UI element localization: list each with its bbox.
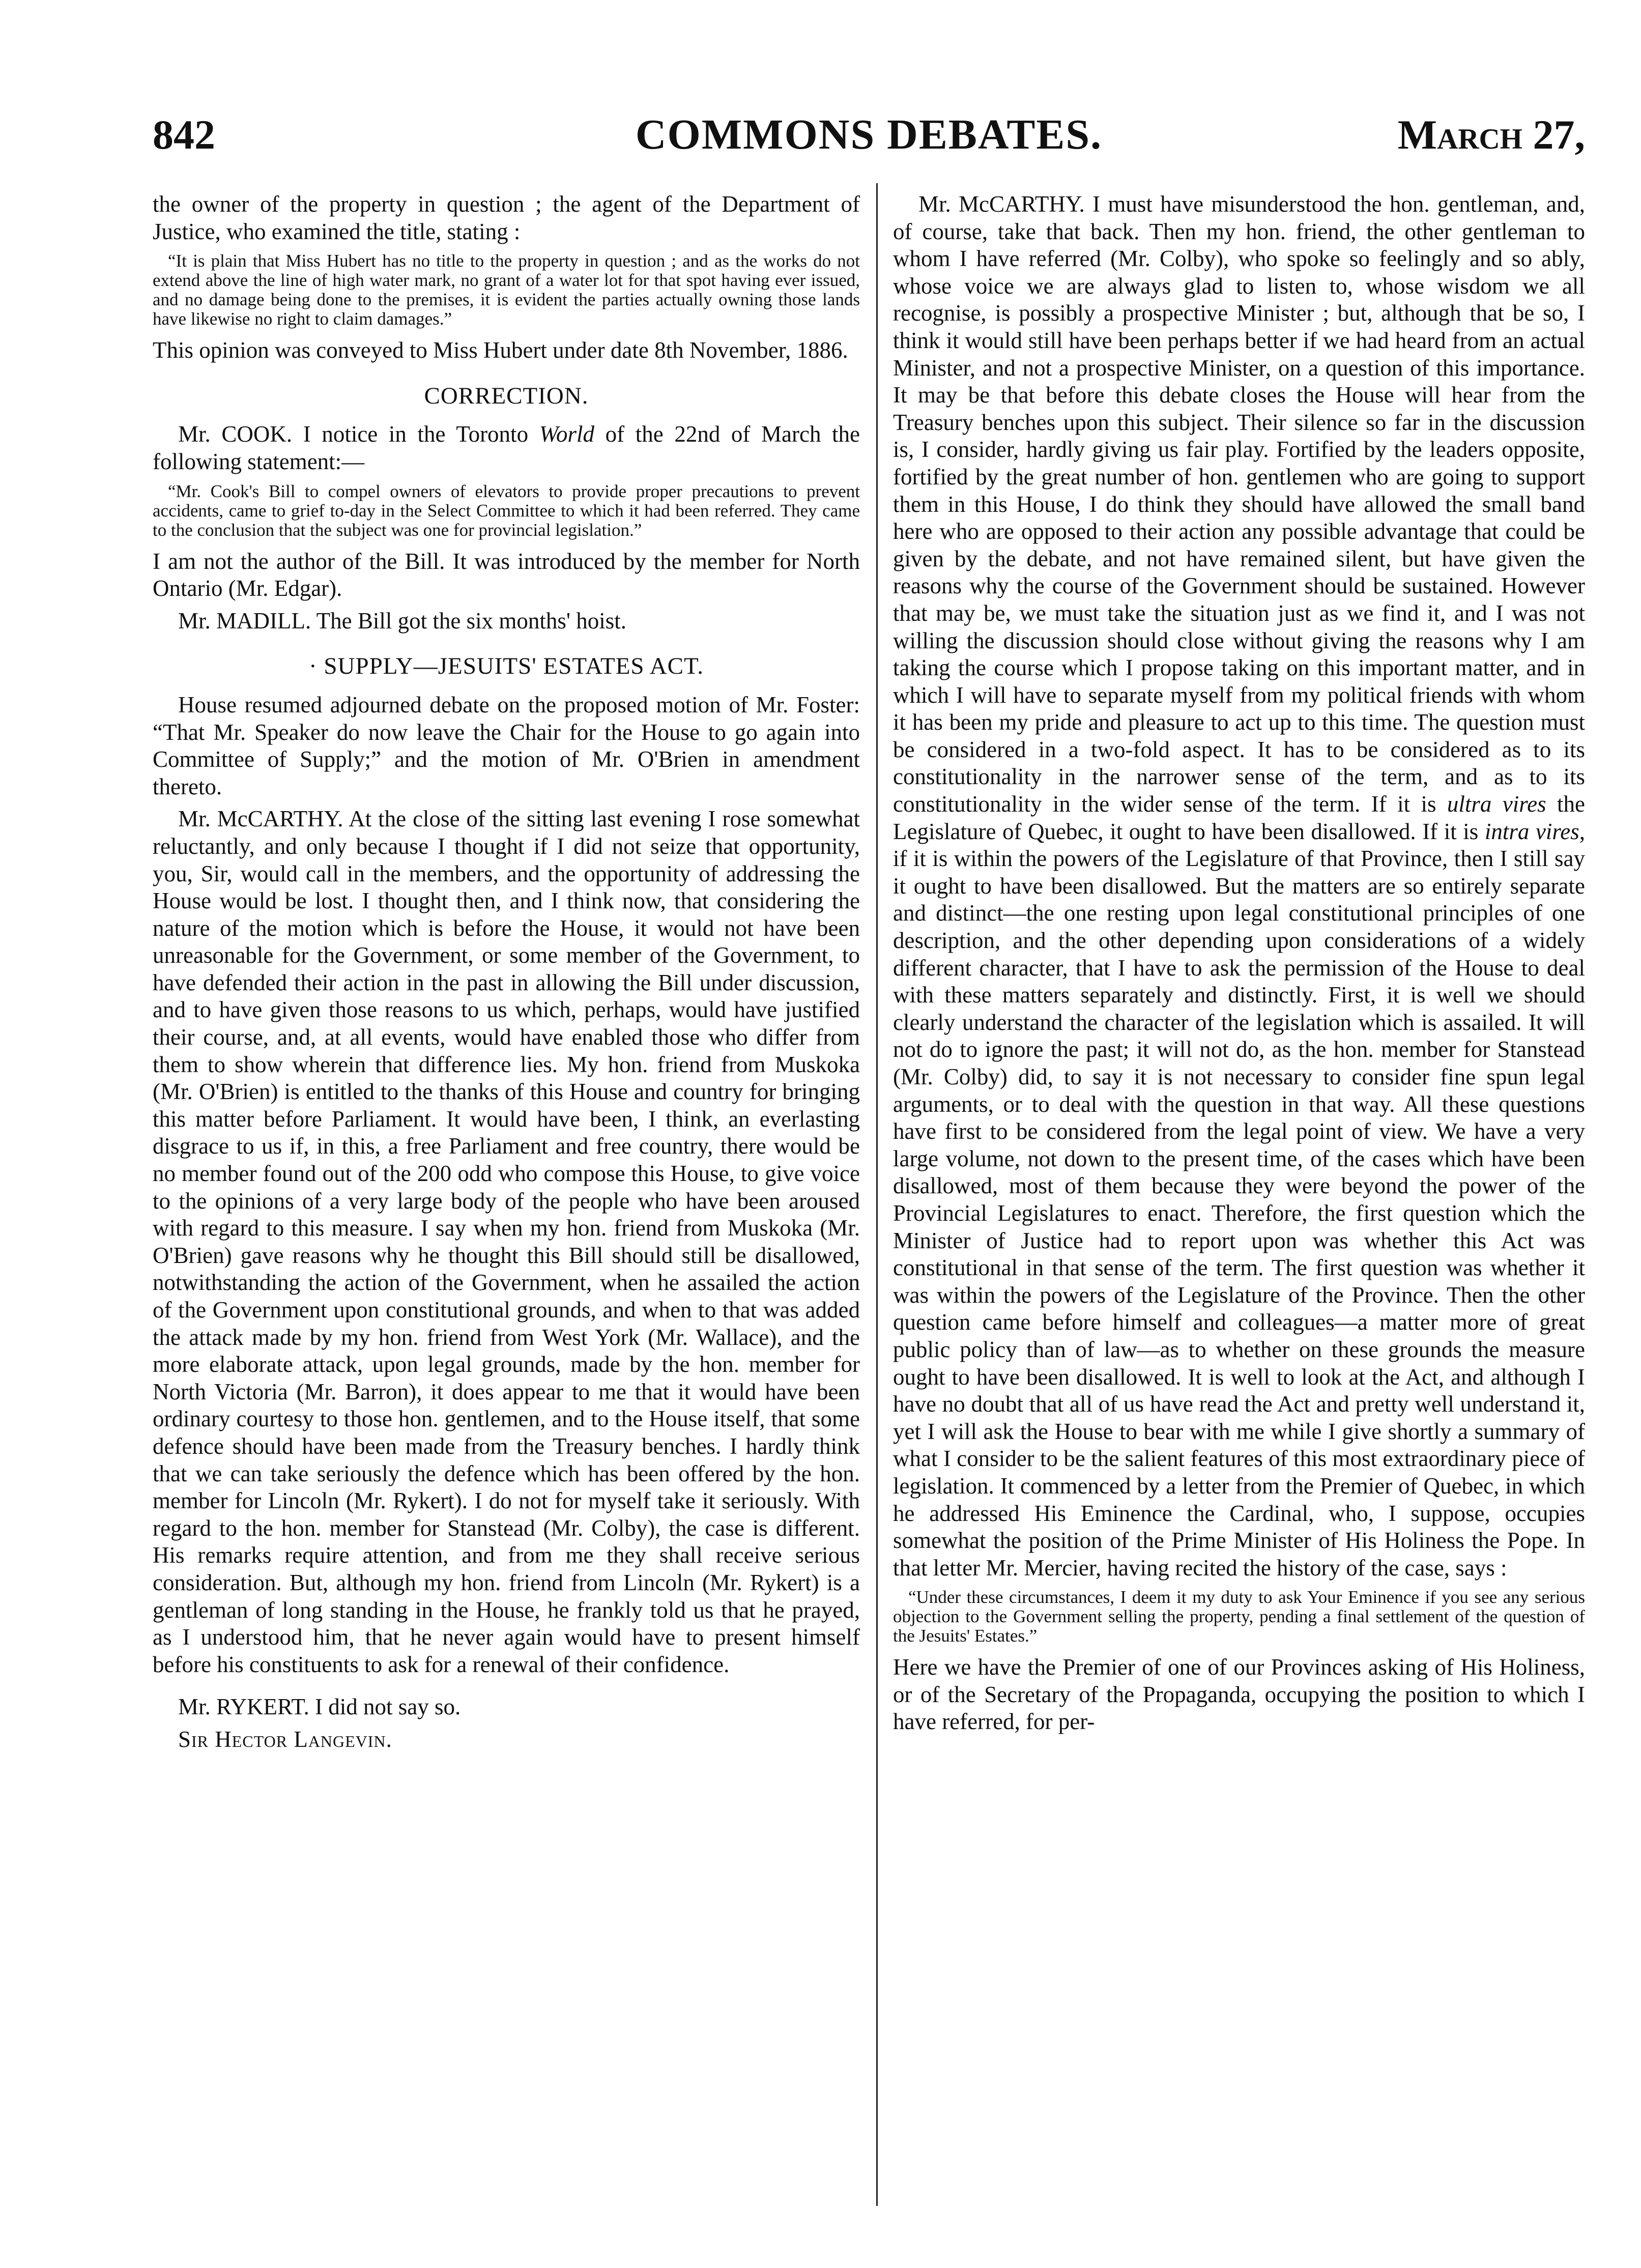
column-divider (876, 183, 878, 2206)
latin-term: ultra vires (1447, 791, 1546, 817)
speaker-name: Mr. McCARTHY. (918, 191, 1085, 217)
speech-rykert: Mr. RYKERT. I did not say so. (178, 1694, 461, 1720)
left-column (153, 191, 860, 2206)
paragraph: Here we have the Premier of one of our Provinces asking of His Holiness, or of the Secretary of the Propaganda, occupying the position to which I have referred, for per- (893, 1654, 1585, 1735)
speaker-name: Mr. RYKERT. (178, 1694, 309, 1720)
section-heading-supply: · SUPPLY—JESUITS' ESTATES ACT. (308, 653, 704, 680)
speaker-name: Mr. McCARTHY. (178, 806, 343, 832)
speaker-name: Mr. COOK. (178, 421, 293, 447)
quotation: “Mr. Cook's Bill to compel owners of elevators to provide proper precautions to prevent accidents, came to grief to-day in the Select Committee to which it had been referred. They came to the conclusion that the subject was one for provincial legislation.” (153, 481, 860, 540)
paragraph: I am not the author of the Bill. It was introduced by the member for North Ontario (Mr. Edgar). (153, 548, 860, 601)
latin-term: intra vires, (1484, 818, 1585, 844)
speaker-name: Mr. MADILL. (178, 608, 311, 634)
page-title: COMMONS DEBATES. (635, 111, 1103, 158)
speaker-langevin: Sir Hector Langevin. (178, 1726, 392, 1752)
paragraph: This opinion was conveyed to Miss Hubert under date 8th November, 1886. (153, 337, 848, 363)
page-header (153, 104, 1585, 170)
newspaper-title: World (539, 421, 595, 447)
paragraph: House resumed adjourned debate on the proposed motion of Mr. Foster: “That Mr. Speaker do now leave the Chair for the House to go again into Committee of Supply;” and the motion of Mr. O'Brien in amendment thereto. (153, 692, 860, 799)
section-heading-correction: CORRECTION. (424, 382, 589, 409)
quotation: “It is plain that Miss Hubert has no title to the property in question ; and as the works do not extend above the line of high water mark, no grant of a water lot for that spot having ever issued, and no damage being done to the premises, it is evident the parties actually owning those lands have likewise no right to claim damages.” (153, 251, 860, 329)
speech-cook: Mr. COOK. I notice in the Toronto World of the 22nd of March the following statement:— (153, 421, 860, 474)
paragraph: the owner of the property in question ; the agent of the Department of Justice, who examined the title, stating : (153, 191, 860, 244)
speech-madill: Mr. MADILL. The Bill got the six months' hoist. (178, 608, 627, 634)
right-column (893, 191, 1585, 2206)
page-number: 842 (153, 111, 215, 158)
quotation: “Under these circumstances, I deem it my duty to ask Your Eminence if you see any serious objection to the Government selling the property, pending a final settlement of the question of the Jesuits' Estates.” (893, 1587, 1585, 1646)
page-date: March 27, (1397, 111, 1585, 158)
speech-mccarthy-continued: Mr. McCARTHY. I must have misunderstood the hon. gentleman, and, of course, take that back. Then my hon. friend, the other gentleman to whom I have referred (Mr. Colby), who spoke so feelingly and so ably, whose voice we are always glad to listen to, whose wisdom we all recognise, is possibly a prospective Minister ; but, although that be so, I think it would still have been perhaps better if we had heard from an actual Minister, and not a prospective Minister, on a question of this importance. It may be that before this debate closes the House will hear from the Treasury benches upon this subject. Their silence so far in the discussion is, I consider, hardly giving us fair play. Fortified by the leaders opposite, fortified by the great number of hon. gentlemen who are going to support them in this House, I do think they should have allowed the small band here who are opposed to their action any possible advantage that could be given by the debate, and not have remained silent, but have given the reasons why the course of the Government should be sustained. However that may be, we must take the situation just as we find it, and I was not willing the discussion should close without giving the reasons why I am taking the course which I propose taking on this important matter, and in which I will have to separate myself from my political friends with whom it has been my pride and pleasure to act up to this time. The question must be considered in a two-fold aspect. It has to be considered as to its constitutionality in the narrower sense of the term, and as to its constitutionality in the wider sense of the term. If it is ultra vires the Legislature of Quebec, it ought to have been disallowed. If it is intra vires, if it is within the powers of the Legislature of that Province, then I still say it ought to have been disallowed. But the matters are so entirely separate and distinct—the one resting upon legal constitutional principles of one description, and the other depending upon considerations of a widely different character, that I have to ask the permission of the House to deal with these matters separately and distinctly. First, it is well we should clearly understand the character of the legislation which is assailed. It will not do to ignore the past; it will not do, as the hon. member for Stanstead (Mr. Colby) did, to say it is not necessary to consider fine spun legal arguments, or to deal with the question in that way. All these questions have first to be considered from the legal point of view. We have a very large volume, not down to the present time, of the cases which have been disallowed, most of them because they were beyond the power of the Provincial Legislatures to enact. Therefore, the first question which the Minister of Justice had to report upon was whether this Act was constitutional in that sense of the term. The first question was whether it was within the powers of the Legislature of the Province. Then the other question came before himself and colleagues—a matter more of great public policy than of law—as to whether on these grounds the measure ought to have been disallowed. It is well to look at the Act, and although I have no doubt that all of us have read the Act and pretty well understand it, yet I will ask the House to bear with me while I give shortly a summary of what I consider to be the salient features of this most extraordinary piece of legislation. It commenced by a letter from the Premier of Quebec, in which he addressed His Eminence the Cardinal, who, I suppose, occupies somewhat the position of the Prime Minister of His Holiness the Pope. In that letter Mr. Mercier, having recited the history of the case, says : (893, 191, 1585, 1581)
speech-mccarthy: Mr. McCARTHY. At the close of the sitting last evening I rose somewhat reluctantly, and only because I thought if I did not seize that opportunity, you, Sir, would call in the members, and the opportunity of addressing the House would be lost. I thought then, and I think now, that considering the nature of the motion which is before the House, it would not have been unreasonable for the Government, or some member of the Government, to have defended their action in the past in allowing the Bill under discussion, and to have given those reasons to us which, perhaps, would have justified their course, and, at all events, would have enabled those who differ from them to show wherein that difference lies. My hon. friend from Muskoka (Mr. O'Brien) is entitled to the thanks of this House and country for bringing this matter before Parliament. It would have been, I think, an everlasting disgrace to us if, in this, a free Parliament and free country, there would be no member found out of the 200 odd who compose this House, to give voice to the opinions of a very large body of the people who have been aroused with regard to this measure. I say when my hon. friend from Muskoka (Mr. O'Brien) gave reasons why he thought this Bill should still be disallowed, notwithstanding the action of the Government, when he assailed the action of the Government upon constitutional grounds, and when to that was added the attack made by my hon. friend from West York (Mr. Wallace), and the more elaborate attack, upon legal grounds, made by the hon. member for North Victoria (Mr. Barron), it does appear to me that it would have been ordinary courtesy to those hon. gentlemen, and to the House itself, that some defence should have been made from the Treasury benches. I hardly think that we can take seriously the defence which has been offered by the hon. member for Lincoln (Mr. Rykert). I do not for myself take it seriously. With regard to the hon. member for Stanstead (Mr. Colby), the case is different. His remarks require attention, and from me they shall receive serious consideration. But, although my hon. friend from Lincoln (Mr. Rykert) is a gentleman of long standing in the House, he frankly told us that he prayed, as I understood him, that he never again would have to present himself before his constituents to ask for a renewal of their confidence. (153, 806, 860, 1677)
